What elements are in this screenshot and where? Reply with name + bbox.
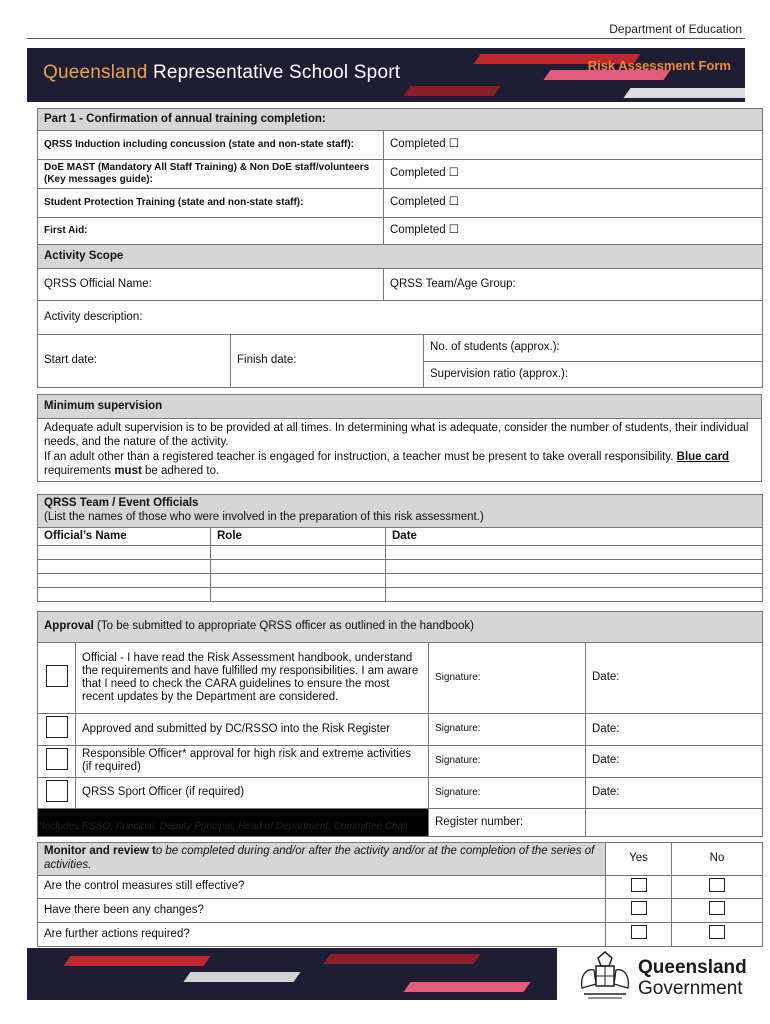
monitor-heading-note: o be completed during and/or after the activity and/or at the completion of the series of activities. <box>44 845 595 871</box>
column-header: Official’s Name <box>38 527 211 546</box>
table-row <box>38 560 763 574</box>
supervision-heading: Minimum supervision <box>38 395 762 419</box>
supervision-text: be adhered to. <box>145 465 220 478</box>
banner-title <box>43 62 400 84</box>
officials-heading: QRSS Team / Event Officials <box>44 497 199 509</box>
table-cell[interactable] <box>386 574 763 588</box>
finish-date-field[interactable]: Finish date: <box>231 335 424 388</box>
table-cell[interactable] <box>38 560 211 574</box>
training-status[interactable]: Completed ☐ <box>384 131 763 160</box>
supervision-must: must <box>114 465 142 478</box>
header-divider <box>27 38 745 39</box>
monitor-section <box>37 842 762 947</box>
monitor-question: Have there been any changes? <box>38 899 606 923</box>
register-number-value[interactable] <box>586 809 763 837</box>
table-cell[interactable] <box>386 588 763 602</box>
blue-card-link[interactable]: Blue card <box>676 450 730 463</box>
column-header: Role <box>211 527 386 546</box>
supervision-ratio-field[interactable]: Supervision ratio (approx.): <box>424 362 763 388</box>
monitor-question: Are the control measures still effective? <box>38 875 606 899</box>
table-cell[interactable] <box>386 546 763 560</box>
footer-stripe <box>403 982 530 992</box>
table-cell[interactable] <box>38 574 211 588</box>
approval-checkbox[interactable] <box>46 716 68 738</box>
banner-stripe <box>623 88 745 98</box>
table-cell[interactable] <box>211 588 386 602</box>
training-status[interactable]: Completed ☐ <box>384 189 763 218</box>
approval-text: Approved and submitted by DC/RSSO into the Risk Register <box>76 714 429 746</box>
date-field[interactable]: Date: <box>586 714 763 746</box>
no-checkbox[interactable] <box>709 901 725 915</box>
table-row <box>38 588 763 602</box>
officials-subheading: (List the names of those who were involved in the preparation of this risk assessment.) <box>44 510 484 523</box>
signature-field[interactable]: Signature: <box>429 714 586 746</box>
approval-heading-note: (To be submitted to appropriate QRSS officer as outlined in the handbook) <box>97 620 475 633</box>
date-field[interactable]: Date: <box>586 745 763 777</box>
supervision-section <box>37 394 762 482</box>
signature-field[interactable]: Signature: <box>429 777 586 809</box>
approval-checkbox[interactable] <box>46 665 68 687</box>
title-banner <box>27 48 745 102</box>
supervision-text: If an adult other than a registered teacher is engaged for instruction, a teacher must be present to take overall responsibility. <box>44 450 674 463</box>
monitor-heading: Monitor and review t <box>44 845 156 857</box>
students-count-field[interactable]: No. of students (approx.): <box>424 335 763 362</box>
footer-stripe <box>63 956 210 966</box>
training-label: Student Protection Training (state and non-state staff): <box>38 189 384 218</box>
official-name-field[interactable]: QRSS Official Name: <box>38 269 384 301</box>
approval-checkbox[interactable] <box>46 748 68 770</box>
department-name: Department of Education <box>609 22 742 36</box>
coat-of-arms-icon <box>576 948 634 1004</box>
part1-section <box>37 108 762 388</box>
approval-heading: Approval <box>44 620 94 633</box>
activity-description-field[interactable]: Activity description: <box>38 301 763 335</box>
no-checkbox[interactable] <box>709 878 725 892</box>
training-status[interactable]: Completed ☐ <box>384 160 763 189</box>
supervision-text: requirements <box>44 465 112 478</box>
approval-text: QRSS Sport Officer (if required) <box>76 777 429 809</box>
table-cell[interactable] <box>38 546 211 560</box>
no-checkbox[interactable] <box>709 925 725 939</box>
part1-heading: Part 1 - Confirmation of annual training completion: <box>38 109 763 131</box>
team-age-field[interactable]: QRSS Team/Age Group: <box>384 269 763 301</box>
signature-field[interactable]: Signature: <box>429 643 586 714</box>
gov-name-line2: Government <box>638 978 743 999</box>
table-cell[interactable] <box>211 546 386 560</box>
banner-stripe <box>403 86 500 96</box>
monitor-question: Are further actions required? <box>38 923 606 947</box>
date-field[interactable]: Date: <box>586 643 763 714</box>
table-row <box>38 574 763 588</box>
training-label: QRSS Induction including concussion (state and non-state staff): <box>38 131 384 160</box>
no-header: No <box>672 843 763 876</box>
footer-stripe <box>183 972 300 982</box>
signature-field[interactable]: Signature: <box>429 745 586 777</box>
yes-header: Yes <box>606 843 672 876</box>
yes-checkbox[interactable] <box>631 925 647 939</box>
queensland-government-logo <box>576 948 756 1004</box>
approval-text: Official - I have read the Risk Assessment handbook, understand the requirements and have fulfilled my responsibilities. I am aware that I need to check the CARA guidelines to ensure the most recent updates by the Department are considered. <box>76 643 429 714</box>
form-name: Risk Assessment Form <box>587 58 731 73</box>
table-cell[interactable] <box>211 560 386 574</box>
yes-checkbox[interactable] <box>631 878 647 892</box>
register-number-field[interactable]: Register number: <box>429 809 586 837</box>
table-cell[interactable] <box>211 574 386 588</box>
footer-banner <box>27 948 557 1000</box>
table-cell[interactable] <box>38 588 211 602</box>
approval-text: Responsible Officer* approval for high risk and extreme activities (if required) <box>76 745 429 777</box>
training-label: DoE MAST (Mandatory All Staff Training) & Non DoE staff/volunteers (Key messages guide): <box>38 160 384 189</box>
banner-title-rest: Representative School Sport <box>152 62 401 83</box>
supervision-text: Adequate adult supervision is to be provided at all times. In determining what is adequate, consider the number of students, their individual needs, and the nature of the activity. <box>44 422 749 449</box>
approval-checkbox[interactable] <box>46 780 68 802</box>
approval-section <box>37 611 762 837</box>
yes-checkbox[interactable] <box>631 901 647 915</box>
date-field[interactable]: Date: <box>586 777 763 809</box>
approval-footnote: *Includes RSSO, Principal, Deputy Principal, Head of Department, Committee Chair <box>38 821 409 832</box>
table-row <box>38 546 763 560</box>
scope-heading: Activity Scope <box>38 245 763 269</box>
start-date-field[interactable]: Start date: <box>38 335 231 388</box>
training-label: First Aid: <box>38 218 384 245</box>
officials-section <box>37 494 762 602</box>
footer-stripe <box>323 954 480 964</box>
training-status[interactable]: Completed ☐ <box>384 218 763 245</box>
table-cell[interactable] <box>386 560 763 574</box>
gov-name-line1: Queensland <box>638 957 747 978</box>
column-header: Date <box>386 527 763 546</box>
banner-title-prefix: Queensland <box>43 62 148 83</box>
